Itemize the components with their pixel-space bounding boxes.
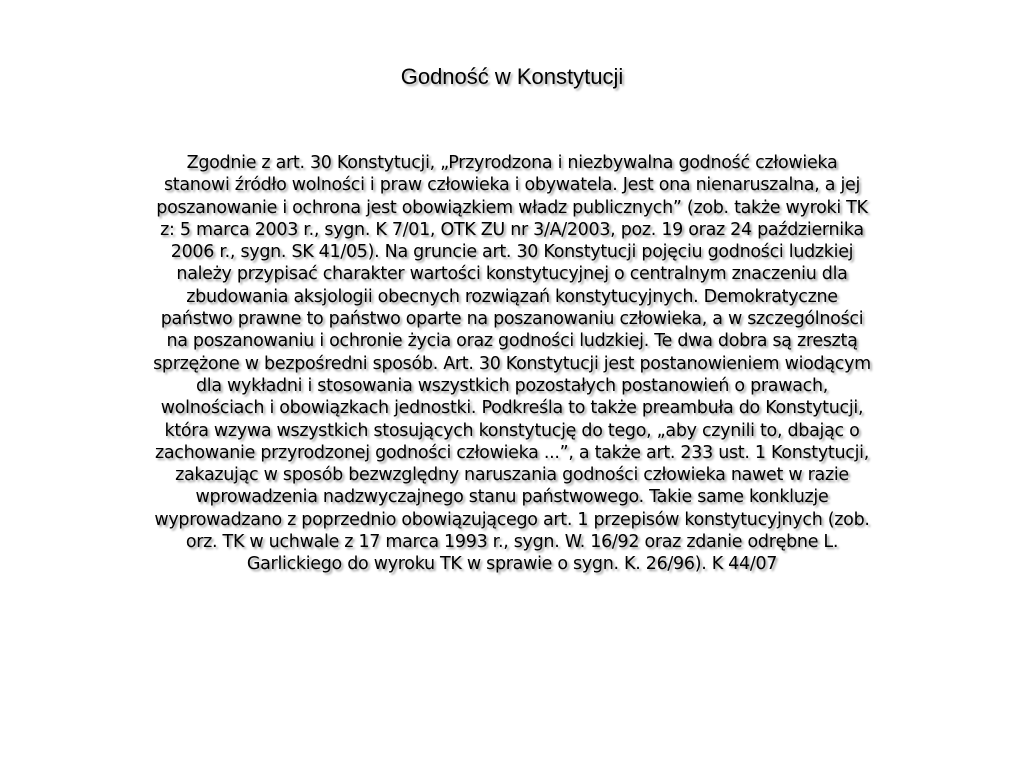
slide-body-text: Zgodnie z art. 30 Konstytucji, „Przyrodzona i niezbywalna godność człowieka stanowi źródło wolności i praw człowieka i obywatela. Jest ona nienaruszalna, a jej poszanowanie i ochrona jest obowiązkiem władz publicznych” (zob. także wyroki TK z: 5 marca 2003 r., sygn. K 7/01, OTK ZU nr 3/A/2003, poz. 19 oraz 24 października 2006 r., sygn. SK 41/05). Na gruncie art. 30 Konstytucji pojęciu godności ludzkiej należy przypisać charakter wartości konstytucyjnej o centralnym znaczeniu dla zbudowania aksjologii obecnych rozwiązań konstytucyjnych. Demokratyczne państwo prawne to państwo oparte na poszanowaniu człowieka, a w szczególności na poszanowaniu i ochronie życia oraz godności ludzkiej. Te dwa dobra są zresztą sprzężone w bezpośredni sposób. Art. 30 Konstytucji jest postanowieniem wiodącym dla wykładni i stosowania wszystkich pozostałych postanowień o prawach, wolnościach i obowiązkach jednostki. Podkreśla to także preambuła do Konstytucji, która wzywa wszystkich stosujących konstytucję do tego, „aby czynili to, dbając o zachowanie przyrodzonej godności człowieka ...”, a także art. 233 ust. 1 Konstytucji, zakazując w sposób bezwzględny naruszania godności człowieka nawet w razie wprowadzenia nadzwyczajnego stanu państwowego. Takie same konkluzje wyprowadzano z poprzednio obowiązującego art. 1 przepisów konstytucyjnych (zob. orz. TK w uchwale z 17 marca 1993 r., sygn. W. 16/92 oraz zdanie odrębne L. Garlickiego do wyroku TK w sprawie o sygn. K. 26/96). K 44/07 (153, 153, 871, 575)
slide-title: Godność w Konstytucji (400, 64, 624, 89)
